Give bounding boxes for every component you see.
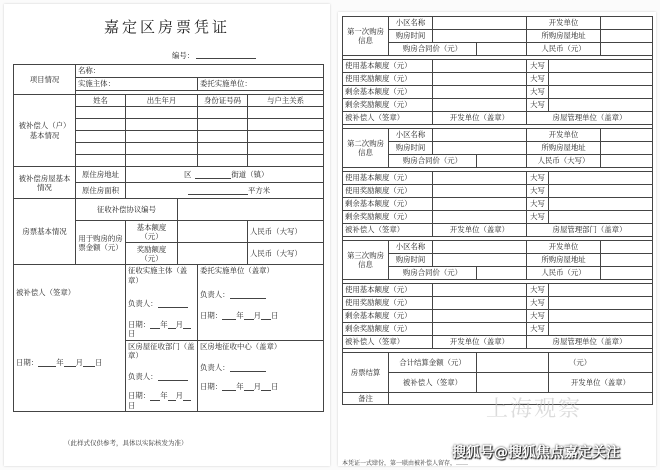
entrusted-cell: 委托实施单位： — [198, 78, 324, 91]
back-table: 第一次购房信息 小区名称 开发单位 购房时间 所购房屋地址 购房合同价（元） 人民币（元） 使用基本额度（元） 大写 使用奖励额度（元） 大写 剩余基本额度（元） 大写 剩余奖励额度（元） 大写 被补偿人（签章） 开发单位（盖章） 房屋管理单位（盖章） 第二次购房信息 小区名称 开发单位 购房时间 所购房屋地址 购房合同价（元） 人民币（大写） 使用基本额度（元） 大写 使用奖励额度（元） 大写 剩余基本额度（元） 大写 剩余奖励额度（元） 大写 被补偿人（签章） 开发单位（盖章） 房屋管理部门（盖章） 第三次购房信息 小区名称 开发单位 购房时间 所购房屋地址 购房合同价（元） 人民币（元） 使用基本额度（元） 大写 使用奖励额度（元） 大写 剩余基本额度（元） 大写 剩余奖励额度（元） 大写 被补偿人（签章） 开发单位（盖章） 房屋管理单位（盖章） 房票结算 合计结算金额（元） （元） 被补偿人（签章） 开发单位（盖章） 备注 — [342, 16, 653, 405]
round2-dev: 开发单位（盖章） — [433, 224, 527, 237]
area-cell: 平方米 — [126, 183, 324, 199]
front-table — [13, 64, 324, 412]
use-for-label: 用于购房的房票金额（元） — [76, 221, 126, 265]
header-id: 身份证号码 — [198, 95, 248, 107]
person-info-label: 被补偿人（户）基本情况 — [14, 95, 76, 167]
number-label: 编号： — [172, 51, 195, 60]
impl-seal-cell: 征收实施主体（盖章） 负责人： 日期： 年 月日 — [126, 265, 198, 340]
round1-label: 第一次购房信息 — [343, 17, 389, 56]
agreement-label: 征收补偿协议编号 — [76, 199, 178, 221]
total-rmb: （元） — [549, 353, 653, 373]
developer-label: 开发单位 — [527, 17, 601, 30]
left-reward-label: 剩余奖励额度（元） — [343, 99, 433, 112]
person-cell — [76, 119, 126, 131]
reward-cell — [178, 243, 248, 265]
round1-mgmt: 房屋管理单位（盖章） — [527, 112, 653, 125]
agreement-cell — [178, 199, 324, 221]
back-footnote: 本凭证一式肆份，第一联由被补偿人留存，…… — [342, 460, 469, 467]
total-label: 合计结算金额（元） — [389, 353, 477, 373]
signer-cell: 被补偿人（签章） 日期： 年 月 日 — [14, 265, 126, 412]
watermark-account: 搜狐号@搜狐焦点嘉定关注 — [452, 445, 620, 461]
rmb-label: 人民币（元） — [527, 43, 601, 56]
round3-dev: 开发单位（盖章） — [433, 336, 527, 349]
item-info-label: 项目情况 — [14, 65, 76, 95]
name-cell: 名称： — [76, 65, 324, 78]
addr-label: 所购房屋地址 — [527, 30, 601, 43]
person-cell — [76, 155, 126, 167]
number-line — [196, 52, 256, 59]
round3-sign: 被补偿人（签章） — [343, 336, 433, 349]
settle-label: 房票结算 — [343, 353, 389, 393]
watermark-logo: 上海观察 — [486, 397, 583, 422]
round2-mgmt: 房屋管理部门（盖章） — [527, 224, 653, 237]
ticket-info-label: 房票基本情况 — [14, 199, 76, 265]
used-base-label: 使用基本额度（元） — [343, 60, 433, 73]
header-relation: 与户主关系 — [248, 95, 324, 107]
round1-dev: 开发单位（盖章） — [433, 112, 527, 125]
reward-rmb: 人民币（大写） — [248, 243, 324, 265]
header-birth: 出生年月 — [126, 95, 198, 107]
house-info-label: 被补偿房屋基本情况 — [14, 167, 76, 199]
used-reward-label: 使用奖励额度（元） — [343, 73, 433, 86]
addr-cell: 区 街道（镇） — [126, 167, 324, 183]
left-base-label: 剩余基本额度（元） — [343, 86, 433, 99]
reward-label: 奖励额度（元） — [126, 243, 178, 265]
base-rmb: 人民币（大写） — [248, 221, 324, 243]
header-name: 姓名 — [76, 95, 126, 107]
front-footnote: （此样式仅供参考，具体以实际核发为准） — [64, 439, 188, 447]
dev-sign-label: 开发单位（盖章） — [549, 373, 653, 393]
center-seal-cell: 区房地征收中心（盖章） 负责人： 日期： 年 月 日 — [198, 340, 324, 411]
entr-seal-cell: 委托实施单位（盖章） 负责人： 日期： 年 月 日 — [198, 265, 324, 340]
person-cell — [76, 131, 126, 143]
price-label: 购房合同价（元） — [389, 43, 477, 56]
person-sign-label: 被补偿人（签章） — [389, 373, 477, 393]
person-cell — [76, 143, 126, 155]
community-label: 小区名称 — [389, 17, 433, 30]
round1-sign: 被补偿人（签章） — [343, 112, 433, 125]
time-label: 购房时间 — [389, 30, 433, 43]
person-cell — [76, 107, 126, 119]
round2-label: 第二次购房信息 — [343, 129, 389, 168]
base-label: 基本额度（元） — [126, 221, 178, 243]
round3-label: 第三次购房信息 — [343, 241, 389, 280]
dept-seal-cell: 区房屋征收部门（盖章） 负责人： 日期： 年 月日 — [126, 340, 198, 411]
area-label: 原住房面积 — [76, 183, 126, 199]
base-cell — [178, 221, 248, 243]
voucher-title: 嘉定区房票凭证 — [103, 18, 230, 36]
voucher-front-page — [4, 4, 330, 466]
addr-label: 原住房地址 — [76, 167, 126, 183]
round2-sign: 被补偿人（签章） — [343, 224, 433, 237]
round3-mgmt: 房屋管理单位（盖章） — [527, 336, 653, 349]
remark-label: 备注 — [343, 393, 389, 405]
implementer-cell: 实施主体： — [76, 78, 198, 91]
